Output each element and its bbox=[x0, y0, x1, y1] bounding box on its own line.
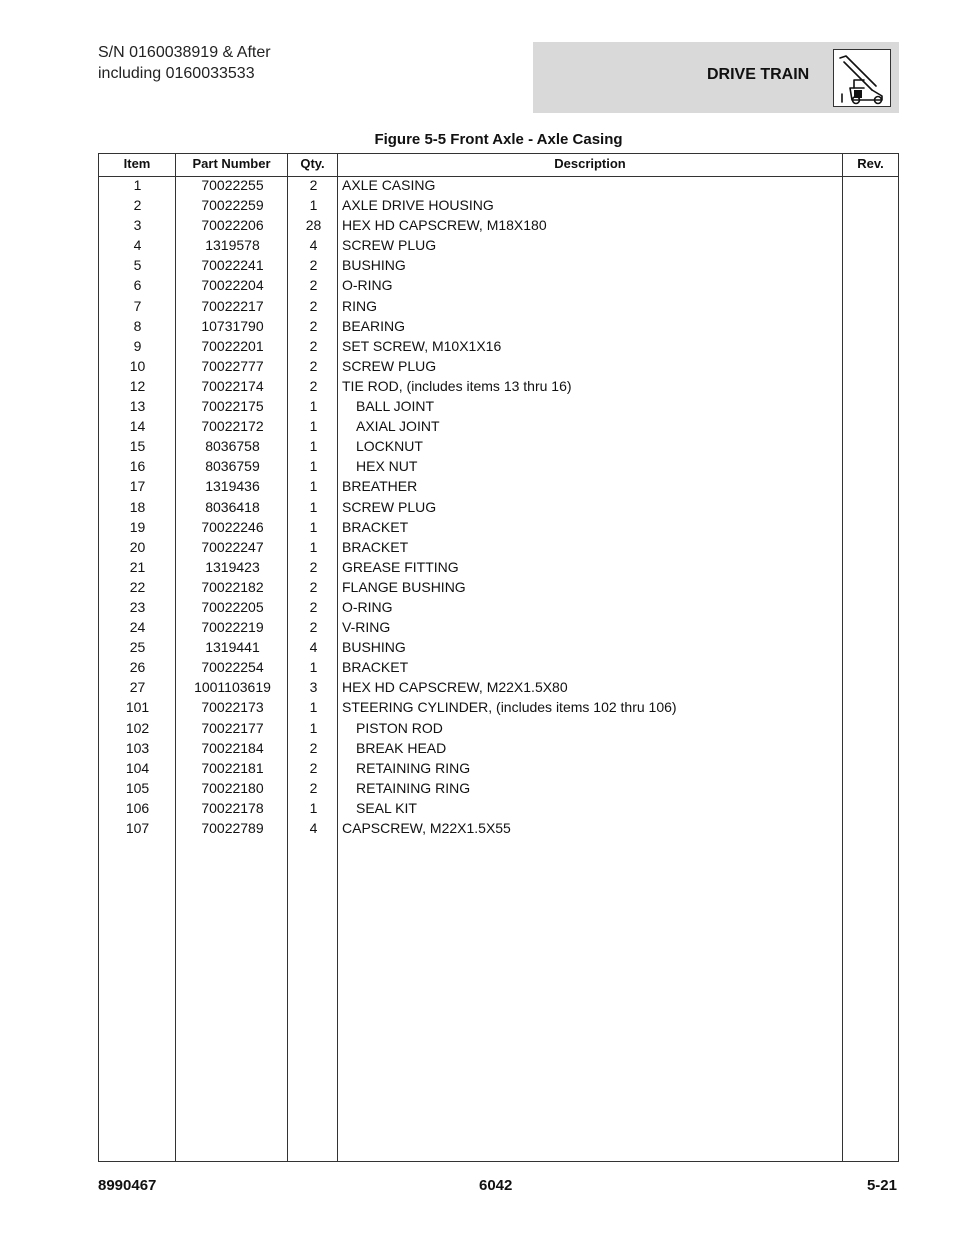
table-row bbox=[99, 476, 898, 496]
qty-cell: 2 bbox=[309, 377, 318, 394]
table-row bbox=[99, 557, 898, 577]
description-cell: HEX HD CAPSCREW, M22X1.5X80 bbox=[342, 679, 568, 696]
part-number-cell: 70022177 bbox=[201, 719, 264, 736]
column-header-item: Item bbox=[123, 156, 151, 171]
item-cell: 102 bbox=[125, 719, 150, 736]
qty-cell: 1 bbox=[309, 719, 318, 736]
part-number-cell: 1319423 bbox=[205, 558, 260, 575]
part-number-cell: 70022255 bbox=[201, 177, 264, 193]
table-row bbox=[99, 376, 898, 396]
item-cell: 17 bbox=[129, 478, 146, 495]
item-cell: 14 bbox=[129, 418, 146, 435]
item-cell: 13 bbox=[129, 398, 146, 415]
item-cell: 27 bbox=[129, 679, 146, 696]
part-number-cell: 70022241 bbox=[201, 257, 264, 274]
table-row bbox=[99, 697, 898, 717]
table-row bbox=[99, 396, 898, 416]
item-cell: 15 bbox=[129, 438, 146, 455]
qty-cell: 2 bbox=[309, 619, 318, 636]
item-cell: 3 bbox=[133, 217, 142, 234]
item-cell: 106 bbox=[125, 799, 150, 816]
part-number-cell: 70022182 bbox=[201, 578, 264, 595]
footer-page-number: 5-21 bbox=[866, 1177, 897, 1194]
description-cell: AXLE DRIVE HOUSING bbox=[342, 197, 494, 214]
section-title: DRIVE TRAIN bbox=[707, 66, 810, 83]
qty-cell: 2 bbox=[309, 297, 318, 314]
table-row bbox=[99, 456, 898, 476]
table-row bbox=[99, 818, 898, 838]
part-number-cell: 70022206 bbox=[201, 217, 264, 234]
part-number-cell: 70022172 bbox=[201, 418, 264, 435]
part-number-cell: 70022174 bbox=[201, 377, 264, 394]
table-row bbox=[99, 275, 898, 295]
item-cell: 6 bbox=[133, 277, 142, 294]
part-number-cell: 70022184 bbox=[201, 739, 264, 756]
description-cell: GREASE FITTING bbox=[342, 558, 459, 575]
table-row bbox=[99, 718, 898, 738]
item-cell: 2 bbox=[133, 197, 142, 214]
part-number-cell: 70022201 bbox=[201, 337, 264, 354]
description-cell: SCREW PLUG bbox=[342, 237, 437, 254]
description-cell: BRACKET bbox=[342, 538, 409, 555]
table-row bbox=[99, 416, 898, 436]
item-cell: 25 bbox=[129, 639, 146, 656]
part-number-cell: 8036418 bbox=[205, 498, 260, 515]
qty-cell: 1 bbox=[309, 538, 318, 555]
description-cell: CAPSCREW, M22X1.5X55 bbox=[342, 820, 511, 836]
description-cell: FLANGE BUSHING bbox=[342, 578, 466, 595]
table-row bbox=[99, 195, 898, 215]
qty-cell: 1 bbox=[309, 478, 318, 495]
qty-cell: 1 bbox=[309, 458, 318, 475]
table-row bbox=[99, 637, 898, 657]
table-row bbox=[99, 657, 898, 677]
qty-cell: 28 bbox=[305, 217, 322, 234]
table-row bbox=[99, 597, 898, 617]
column-header-description: Description bbox=[554, 156, 626, 171]
item-cell: 5 bbox=[133, 257, 142, 274]
item-cell: 107 bbox=[125, 820, 150, 836]
table-row bbox=[99, 517, 898, 537]
section-header bbox=[533, 42, 899, 113]
description-cell: BRACKET bbox=[342, 659, 409, 676]
qty-cell: 2 bbox=[309, 739, 318, 756]
qty-cell: 1 bbox=[309, 418, 318, 435]
table-row bbox=[99, 215, 898, 235]
item-cell: 1 bbox=[133, 177, 142, 193]
qty-cell: 4 bbox=[309, 639, 318, 656]
qty-cell: 2 bbox=[309, 779, 318, 796]
part-number-cell: 70022178 bbox=[201, 799, 264, 816]
description-cell: PISTON ROD bbox=[356, 719, 443, 736]
table-row bbox=[99, 436, 898, 456]
item-cell: 24 bbox=[129, 619, 146, 636]
footer-model: 6042 bbox=[479, 1177, 513, 1194]
column-header-part-number: Part Number bbox=[192, 156, 271, 171]
part-number-cell: 8036758 bbox=[205, 438, 260, 455]
footer-doc-number: 8990467 bbox=[98, 1177, 157, 1194]
description-cell: SEAL KIT bbox=[356, 799, 417, 816]
description-cell: TIE ROD, (includes items 13 thru 16) bbox=[342, 377, 572, 394]
item-cell: 12 bbox=[129, 377, 146, 394]
qty-cell: 2 bbox=[309, 759, 318, 776]
table-row bbox=[99, 778, 898, 798]
telehandler-icon bbox=[833, 49, 891, 107]
description-cell: O-RING bbox=[342, 598, 393, 615]
description-cell: O-RING bbox=[342, 277, 393, 294]
qty-cell: 1 bbox=[309, 438, 318, 455]
description-cell: V-RING bbox=[342, 619, 391, 636]
part-number-cell: 1319578 bbox=[205, 237, 260, 254]
qty-cell: 4 bbox=[309, 237, 318, 254]
qty-cell: 2 bbox=[309, 558, 318, 575]
part-number-cell: 70022219 bbox=[201, 619, 264, 636]
item-cell: 16 bbox=[129, 458, 146, 475]
qty-cell: 2 bbox=[309, 317, 318, 334]
figure-title: Figure 5-5 Front Axle - Axle Casing bbox=[374, 131, 623, 148]
description-cell: BRACKET bbox=[342, 518, 409, 535]
qty-cell: 1 bbox=[309, 398, 318, 415]
item-cell: 10 bbox=[129, 357, 146, 374]
part-number-cell: 10731790 bbox=[201, 317, 264, 334]
description-cell: HEX HD CAPSCREW, M18X180 bbox=[342, 217, 547, 234]
table-row bbox=[99, 175, 898, 195]
part-number-cell: 1319441 bbox=[205, 639, 260, 656]
part-number-cell: 70022173 bbox=[201, 699, 264, 716]
column-header-rev: Rev. bbox=[857, 156, 884, 171]
qty-cell: 2 bbox=[309, 257, 318, 274]
qty-cell: 1 bbox=[309, 799, 318, 816]
table-row bbox=[99, 738, 898, 758]
qty-cell: 2 bbox=[309, 337, 318, 354]
description-cell: LOCKNUT bbox=[356, 438, 423, 455]
qty-cell: 1 bbox=[309, 699, 318, 716]
description-cell: RETAINING RING bbox=[356, 759, 471, 776]
qty-cell: 4 bbox=[309, 820, 318, 836]
parts-table bbox=[98, 153, 899, 1162]
qty-cell: 2 bbox=[309, 598, 318, 615]
item-cell: 104 bbox=[125, 759, 150, 776]
column-header-qty: Qty. bbox=[300, 156, 325, 171]
table-row bbox=[99, 497, 898, 517]
serial-number-block bbox=[98, 42, 271, 84]
table-row bbox=[99, 798, 898, 818]
qty-cell: 2 bbox=[309, 578, 318, 595]
description-cell: AXLE CASING bbox=[342, 177, 436, 193]
item-cell: 26 bbox=[129, 659, 146, 676]
table-row bbox=[99, 577, 898, 597]
table-body bbox=[99, 175, 898, 838]
part-number-cell: 70022205 bbox=[201, 598, 264, 615]
part-number-cell: 1001103619 bbox=[194, 679, 271, 696]
table-row bbox=[99, 296, 898, 316]
item-cell: 23 bbox=[129, 598, 146, 615]
qty-cell: 2 bbox=[309, 277, 318, 294]
item-cell: 9 bbox=[133, 337, 142, 354]
item-cell: 4 bbox=[133, 237, 142, 254]
part-number-cell: 70022247 bbox=[201, 538, 264, 555]
description-cell: BUSHING bbox=[342, 257, 406, 274]
item-cell: 8 bbox=[133, 317, 142, 334]
description-cell: BALL JOINT bbox=[356, 398, 435, 415]
item-cell: 105 bbox=[125, 779, 150, 796]
part-number-cell: 70022217 bbox=[201, 297, 264, 314]
table-row bbox=[99, 316, 898, 336]
qty-cell: 1 bbox=[309, 498, 318, 515]
table-row bbox=[99, 235, 898, 255]
table-row bbox=[99, 537, 898, 557]
part-number-cell: 1319436 bbox=[205, 478, 260, 495]
description-cell: SET SCREW, M10X1X16 bbox=[342, 337, 502, 354]
serial-line-1: S/N 0160038919 & After bbox=[98, 44, 271, 61]
qty-cell: 1 bbox=[309, 518, 318, 535]
qty-cell: 2 bbox=[309, 357, 318, 374]
description-cell: BREAK HEAD bbox=[356, 739, 447, 756]
item-cell: 19 bbox=[129, 518, 146, 535]
description-cell: SCREW PLUG bbox=[342, 498, 437, 515]
table-row bbox=[99, 255, 898, 275]
description-cell: BEARING bbox=[342, 317, 406, 334]
description-cell: HEX NUT bbox=[356, 458, 418, 475]
item-cell: 20 bbox=[129, 538, 146, 555]
table-row bbox=[99, 336, 898, 356]
description-cell: RETAINING RING bbox=[356, 779, 471, 796]
description-cell: BUSHING bbox=[342, 639, 406, 656]
table-row bbox=[99, 677, 898, 697]
description-cell: SCREW PLUG bbox=[342, 357, 437, 374]
description-cell: AXIAL JOINT bbox=[356, 418, 440, 435]
description-cell: BREATHER bbox=[342, 478, 418, 495]
part-number-cell: 70022777 bbox=[201, 357, 264, 374]
item-cell: 103 bbox=[125, 739, 150, 756]
part-number-cell: 70022254 bbox=[201, 659, 264, 676]
part-number-cell: 70022246 bbox=[201, 518, 264, 535]
item-cell: 22 bbox=[129, 578, 146, 595]
item-cell: 101 bbox=[125, 699, 150, 716]
item-cell: 7 bbox=[133, 297, 142, 314]
item-cell: 18 bbox=[129, 498, 146, 515]
table-row bbox=[99, 758, 898, 778]
part-number-cell: 70022259 bbox=[201, 197, 264, 214]
table-row bbox=[99, 617, 898, 637]
part-number-cell: 70022175 bbox=[201, 398, 264, 415]
qty-cell: 1 bbox=[309, 659, 318, 676]
description-cell: STEERING CYLINDER, (includes items 102 thru 106) bbox=[342, 699, 677, 716]
part-number-cell: 70022180 bbox=[201, 779, 264, 796]
part-number-cell: 70022789 bbox=[201, 820, 264, 836]
item-cell: 21 bbox=[129, 558, 146, 575]
qty-cell: 1 bbox=[309, 197, 318, 214]
part-number-cell: 8036759 bbox=[205, 458, 260, 475]
table-row bbox=[99, 356, 898, 376]
qty-cell: 3 bbox=[309, 679, 318, 696]
serial-line-2: including 0160033533 bbox=[98, 65, 255, 82]
part-number-cell: 70022181 bbox=[201, 759, 264, 776]
qty-cell: 2 bbox=[309, 177, 318, 193]
part-number-cell: 70022204 bbox=[201, 277, 264, 294]
description-cell: RING bbox=[342, 297, 377, 314]
